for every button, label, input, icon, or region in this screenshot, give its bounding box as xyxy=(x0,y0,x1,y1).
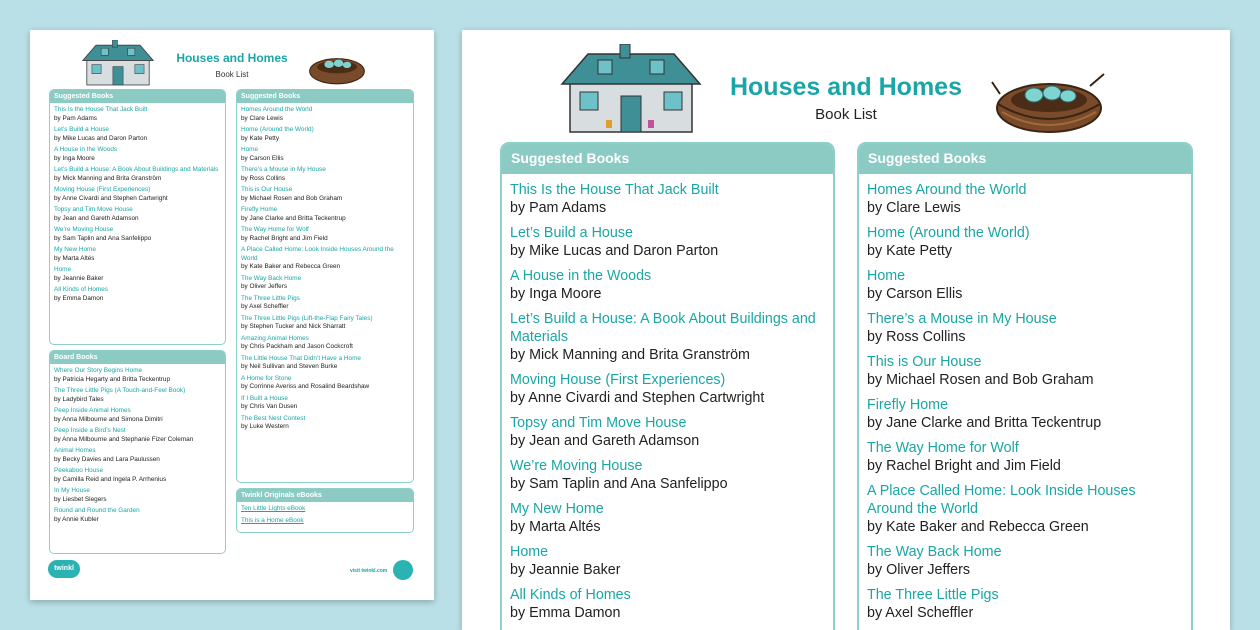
book-item: Round and Round the Garden by Annie Kubler xyxy=(54,507,140,523)
book-item: Homes Around the World by Clare Lewis xyxy=(867,182,1027,216)
book-item: My New Home by Marta Altés xyxy=(54,246,96,262)
book-item: Topsy and Tim Move House by Jean and Gareth Adamson xyxy=(54,206,139,222)
book-item: Let’s Build a House: A Book About Buildings and Materials by Mick Manning and Brita Granström xyxy=(510,311,816,363)
book-item: Home (Around the World) by Kate Petty xyxy=(241,126,314,142)
book-item: In My House by Liesbet Slegers xyxy=(54,487,107,503)
book-item: A House in the Woods by Inga Moore xyxy=(510,268,652,302)
book-item: Home by Jeannie Baker xyxy=(510,544,621,578)
page-title: Houses and Homes xyxy=(729,73,962,101)
book-item: Home by Carson Ellis xyxy=(867,268,963,302)
book-item: Let’s Build a House by Mike Lucas and Daron Parton xyxy=(54,126,148,142)
book-item: This Is the House That Jack Built by Pam Adams xyxy=(510,182,719,216)
panel-heading: Suggested Books xyxy=(859,144,1191,174)
book-item: Homes Around the World by Clare Lewis xyxy=(241,106,313,122)
book-item: This is Our House by Michael Rosen and Bob Graham xyxy=(867,354,1094,388)
book-item: Moving House (First Experiences) by Anne Civardi and Stephen Cartwright xyxy=(54,186,168,202)
book-item: Peep Inside Animal Homes by Anna Milbourne and Simona Dimitri xyxy=(54,407,163,423)
book-item: Topsy and Tim Move House by Jean and Gareth Adamson xyxy=(510,415,700,449)
book-item: Home by Carson Ellis xyxy=(241,146,284,162)
book-item: Let’s Build a House by Mike Lucas and Daron Parton xyxy=(510,225,719,259)
book-item: Where Our Story Begins Home by Patricia Hegarty and Britta Teckentrup xyxy=(54,367,171,383)
book-item: Peekaboo House by Camilla Reid and Ingela P. Arrhenius xyxy=(54,467,167,483)
book-item: All Kinds of Homes by Emma Damon xyxy=(54,286,108,302)
panel-heading: Board Books xyxy=(50,351,225,364)
ebook-link[interactable]: This is a Home eBook xyxy=(241,516,304,524)
book-item: We’re Moving House by Sam Taplin and Ana Sanfelippo xyxy=(54,226,152,242)
page-subtitle: Book List xyxy=(215,70,249,79)
book-item: Amazing Animal Homes by Chris Packham and Jason Cockcroft xyxy=(241,334,353,350)
book-item: Moving House (First Experiences) by Anne Civardi and Stephen Cartwright xyxy=(510,372,765,406)
book-item: Firefly Home by Jane Clarke and Britta Teckentrup xyxy=(867,397,1102,431)
ebooks-panel xyxy=(236,488,414,533)
panel-heading: Twinkl Originals eBooks xyxy=(237,489,413,502)
suggested-books-panel-left xyxy=(49,89,226,345)
book-item: The Way Home for Wolf by Rachel Bright and Jim Field xyxy=(867,440,1061,474)
book-item: The Three Little Pigs by Axel Scheffler xyxy=(241,294,300,310)
board-books-panel xyxy=(49,350,226,554)
book-item: Peep Inside a Bird’s Nest by Anna Milbourne and Stephanie Fizer Coleman xyxy=(54,427,194,443)
suggested-books-panel-right xyxy=(236,89,414,483)
book-item: The Three Little Pigs by Axel Scheffler xyxy=(867,587,999,621)
suggested-books-panel-right xyxy=(857,142,1193,630)
book-item: A Place Called Home: Look Inside Houses Around the World by Kate Baker and Rebecca Green xyxy=(867,483,1136,535)
book-item: All Kinds of Homes by Emma Damon xyxy=(510,587,631,621)
book-item: We’re Moving House by Sam Taplin and Ana Sanfelippo xyxy=(510,458,728,492)
panel-heading: Suggested Books xyxy=(50,90,225,103)
book-item: The Way Home for Wolf by Rachel Bright and Jim Field xyxy=(241,226,328,242)
book-item: Let’s Build a House: A Book About Buildings and Materials by Mick Manning and Brita Granström xyxy=(54,166,219,182)
nest-illustration xyxy=(306,48,368,86)
panel-heading: Suggested Books xyxy=(237,90,413,103)
book-item: Firefly Home by Jane Clarke and Britta Teckentrup xyxy=(241,206,346,222)
book-item: This is Our House by Michael Rosen and Bob Graham xyxy=(241,186,343,202)
twinkl-logo: twinkl xyxy=(48,560,80,578)
page-subtitle: Book List xyxy=(815,106,877,123)
panel-heading: Suggested Books xyxy=(502,144,833,174)
book-item: There’s a Mouse in My House by Ross Collins xyxy=(867,311,1057,345)
book-item: My New Home by Marta Altés xyxy=(510,501,604,535)
book-item: There’s a Mouse in My House by Ross Collins xyxy=(241,166,326,182)
book-item: The Way Back Home by Oliver Jeffers xyxy=(241,274,302,290)
book-item: If I Built a House by Chris Van Dusen xyxy=(241,394,298,410)
twinkl-badge-icon xyxy=(393,560,413,580)
book-item: The Three Little Pigs (A Touch-and-Feel Book) by Ladybird Tales xyxy=(54,387,186,403)
book-item: The Little House That Didn’t Have a Home by Neil Sullivan and Steven Burke xyxy=(241,354,361,370)
book-item: A Place Called Home: Look Inside Houses Around the World by Kate Baker and Rebecca Green xyxy=(241,246,394,270)
book-item: Animal Homes by Becky Davies and Lara Paulussen xyxy=(54,447,160,463)
book-item: Home (Around the World) by Kate Petty xyxy=(867,225,1030,259)
book-item: A Home for Stone by Corrinne Averiss and Rosalind Beardshaw xyxy=(241,374,370,390)
book-item: A House in the Woods by Inga Moore xyxy=(54,146,118,162)
book-item: The Way Back Home by Oliver Jeffers xyxy=(867,544,1002,578)
book-item: The Best Nest Contest by Luke Western xyxy=(241,414,306,430)
suggested-books-panel-left xyxy=(500,142,835,630)
nest-illustration xyxy=(990,64,1108,136)
book-item: The Three Little Pigs (Lift-the-Flap Fairy Tales) by Stephen Tucker and Nick Sharratt xyxy=(241,314,373,330)
house-illustration xyxy=(558,44,704,134)
book-item: Home by Jeannie Baker xyxy=(54,266,104,282)
page-title: Houses and Homes xyxy=(176,51,288,65)
book-item: This Is the House That Jack Built by Pam Adams xyxy=(54,106,148,122)
visit-link[interactable]: visit twinkl.com xyxy=(350,568,388,574)
ebook-link[interactable]: Ten Little Lights eBook xyxy=(241,505,306,512)
house-illustration xyxy=(78,40,158,86)
large-page-preview xyxy=(462,30,1230,630)
small-page-preview xyxy=(30,30,434,600)
